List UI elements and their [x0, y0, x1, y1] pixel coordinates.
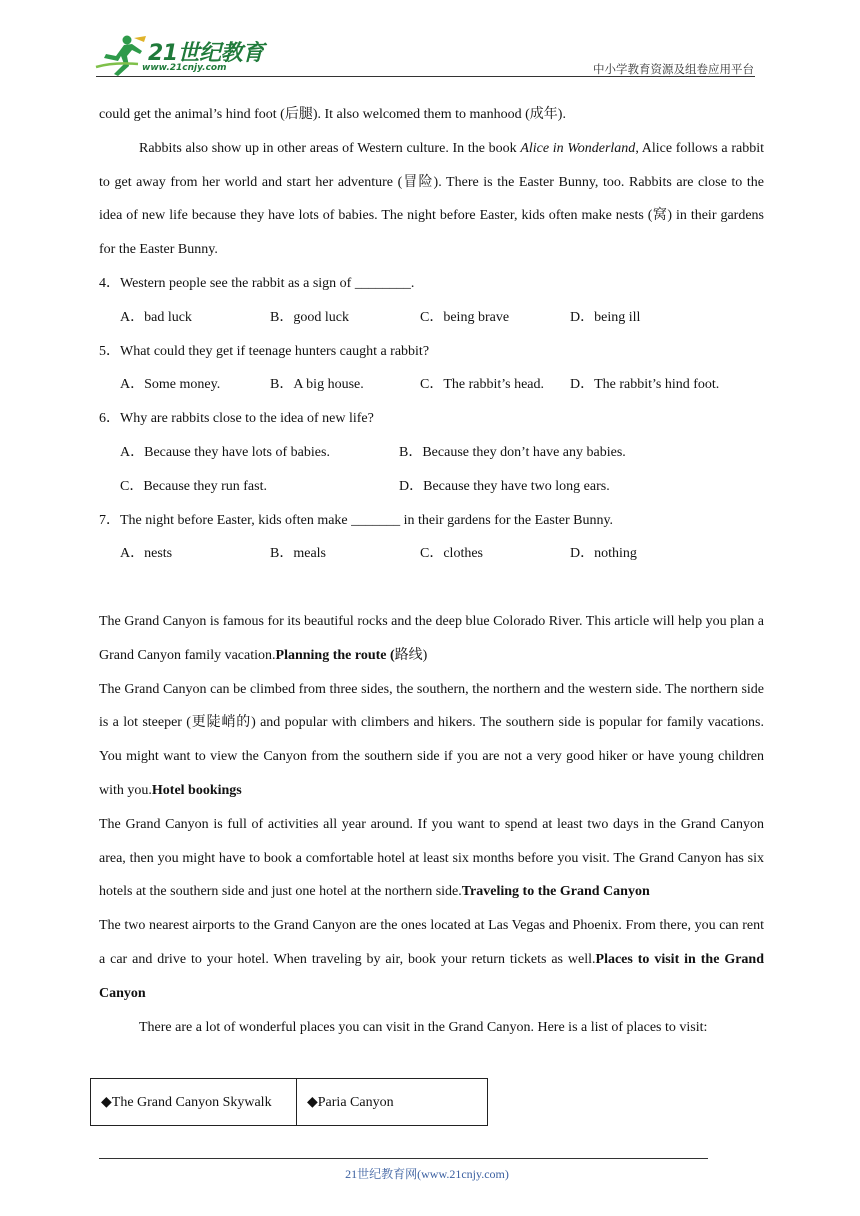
option-d[interactable]: D．nothing [570, 546, 637, 562]
footer-link[interactable]: 21世纪教育网(www.21cnjy.com) [345, 1167, 509, 1181]
passage2-places: There are a lot of wonderful places you can visit in the Grand Canyon. Here is a list of places to visit: [139, 1019, 708, 1035]
heading-places: Places to visit in the Grand Canyon [99, 951, 764, 1001]
option-d[interactable]: D．Because they have two long ears. [399, 478, 610, 494]
passage1-paragraph2 [99, 132, 764, 267]
option-c[interactable]: C．The rabbit’s head. [420, 377, 545, 393]
question-5-options [99, 368, 764, 402]
passage2-hotels [99, 808, 764, 909]
book-title: Alice in Wonderland [520, 140, 636, 156]
option-a[interactable]: A．Because they have lots of babies. [120, 444, 330, 460]
question-7-options [99, 537, 764, 571]
heading-traveling: Traveling to the Grand Canyon [461, 884, 650, 900]
option-a[interactable]: A．bad luck [120, 309, 192, 325]
option-b[interactable]: B．A big house. [270, 377, 364, 393]
para2-part-b: , Alice follows a rabbit to get away from her world and start her adventure (冒险). There is the Easter Bunny, too. Rabbits are close to the idea of new life because they have lots of babies. The night before Easter, kids often make nests (窝) in their gardens for the Easter Bunny. [99, 140, 764, 258]
option-b[interactable]: B．meals [270, 546, 326, 562]
travel-text: The two nearest airports to the Grand Canyon are the ones located at Las Vegas and Phoenix. From there, you can rent a car and drive to your hotel. When traveling by air, book your return tickets as well. [99, 918, 764, 967]
passage2-intro [99, 605, 764, 673]
question-7-stem: 7．The night before Easter, kids often make _______ in their gardens for the Easter Bunny. [99, 512, 614, 528]
option-a[interactable]: A．Some money. [120, 377, 221, 393]
passage1-line1: could get the animal’s hind foot (后腿). It also welcomed them to manhood (成年). [99, 107, 566, 122]
header-platform-text: 中小学教育资源及组卷应用平台 [593, 62, 754, 76]
heading-route-cn: 路线) [394, 647, 428, 663]
option-b[interactable]: B．Because they don’t have any babies. [399, 444, 626, 460]
option-a[interactable]: A．nests [120, 546, 173, 562]
page-header [0, 0, 860, 80]
passage2-route [99, 673, 764, 808]
question-5-stem: 5．What could they get if teenage hunters caught a rabbit? [99, 343, 430, 359]
footer-divider [99, 1158, 708, 1159]
question-6-options-row2 [99, 470, 764, 504]
passage2-travel [99, 909, 764, 1010]
logo-text: 21世纪教育 [148, 41, 264, 66]
option-c[interactable]: C．being brave [420, 309, 510, 325]
option-d[interactable]: D．being ill [570, 309, 641, 325]
option-d[interactable]: D．The rabbit’s hind foot. [570, 377, 720, 393]
question-6-stem: 6．Why are rabbits close to the idea of new life? [99, 411, 374, 427]
option-c[interactable]: C．Because they run fast. [120, 478, 267, 494]
question-6-options-row1 [99, 436, 764, 470]
places-table [90, 1078, 488, 1126]
heading-planning-route: Planning the route ( [275, 647, 395, 663]
spacer [99, 571, 764, 605]
site-logo [94, 34, 264, 78]
table-cell-skywalk: ◆The Grand Canyon Skywalk [91, 1079, 297, 1125]
logo-url: www.21cnjy.com [142, 63, 227, 73]
option-b[interactable]: B．good luck [270, 309, 349, 325]
question-4-stem: 4．Western people see the rabbit as a sign of ________. [99, 275, 415, 291]
option-c[interactable]: C．clothes [420, 546, 483, 562]
page-footer [0, 1165, 860, 1182]
route-text: The Grand Canyon can be climbed from three sides, the southern, the northern and the western side. The northern side is a lot steeper (更陡峭的) and popular with climbers and hikers. The southern side is popular for family vacations. You might want to view the Canyon from the southern side if you are not a very good hiker or have young children with you. [99, 681, 764, 798]
header-divider [96, 76, 755, 77]
document-body [99, 98, 764, 1044]
table-cell-paria: ◆Paria Canyon [307, 1094, 394, 1110]
para2-part-a: Rabbits also show up in other areas of Western culture. In the book [139, 140, 521, 156]
heading-hotel-bookings: Hotel bookings [151, 782, 242, 798]
hotels-text: The Grand Canyon is full of activities all year around. If you want to spend at least two days in the Grand Canyon area, then you might have to book a comfortable hotel at least six months before you visit. The Grand Canyon has six hotels at the southern side and just one hotel at the northern side. [99, 816, 764, 900]
intro-text: The Grand Canyon is famous for its beautiful rocks and the deep blue Colorado River. This article will help you plan a Grand Canyon family vacation. [99, 613, 764, 663]
question-4-options [99, 301, 764, 335]
